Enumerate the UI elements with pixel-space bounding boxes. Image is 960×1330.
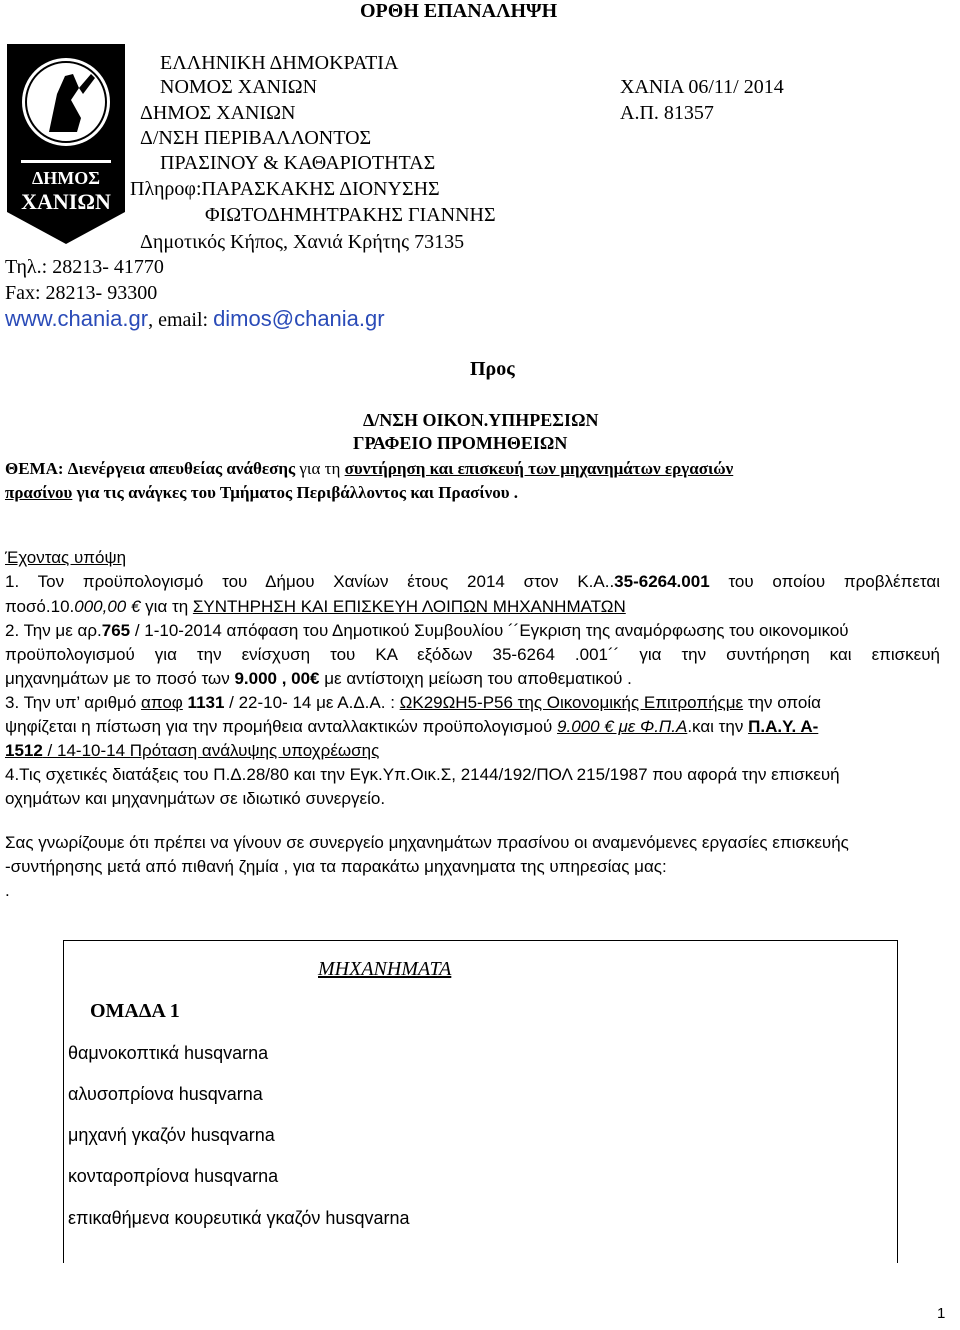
country-line: ΕΛΛΗΝΙΚΗ ΔΗΜΟΚΡΑΤΙΑ xyxy=(160,52,399,74)
subject-label: ΘΕΜΑ: xyxy=(5,459,64,478)
info-line-1: Πληροφ:ΠΑΡΑΣΚΑΚΗΣ ΔΙΟΝΥΣΗΣ xyxy=(130,178,440,200)
telephone-line: Τηλ.: 28213- 41770 xyxy=(5,256,164,278)
item-4-line-2: οχημάτων και μηχανημάτων σε ιδιωτικό συνεργείο. xyxy=(5,789,386,808)
group-label: ΟΜΑΔΑ 1 xyxy=(90,1000,180,1022)
item-2-number: 765 xyxy=(101,621,131,640)
item-3-ada: ΩΚ29ΩΗ5-Ρ56 της Οικονομικής Επιτροπήςμε xyxy=(399,693,744,712)
item-3-number: 1131 xyxy=(187,693,225,712)
item-3-text: την οποία xyxy=(743,693,821,712)
item-1-amount-prefix: ποσό.10. xyxy=(5,597,75,616)
website-link[interactable]: www.chania.gr xyxy=(5,306,149,331)
info-line-2: ΦΙΩΤΟΔΗΜΗΤΡΑΚΗΣ ΓΙΑΝΝΗΣ xyxy=(205,204,496,226)
email-link[interactable]: dimos@chania.gr xyxy=(213,306,385,331)
item-2-text-3: με αντίστοιχη μείωση του αποθεματικού . xyxy=(319,669,632,688)
item-4-line-1: 4.Τις σχετικές διατάξεις του Π.Δ.28/80 και την Εγκ.Υπ.Οικ.Σ, 2144/192/ΠΟΛ 215/1987 που αφορά την επισκευή xyxy=(5,765,840,784)
to-label: Προς xyxy=(470,358,515,380)
subject-bold-2: για τις ανάγκες του Τμήματος Περιβάλλοντος και Πρασίνου . xyxy=(76,483,519,502)
item-3-line-2 xyxy=(5,717,818,737)
municipality-logo xyxy=(7,44,125,244)
subject-line-2 xyxy=(5,483,518,503)
svg-text:ΔΗΜΟΣ: ΔΗΜΟΣ xyxy=(31,168,101,188)
recipient-line-2: ΓΡΑΦΕΙΟ ΠΡΟΜΗΘΕΙΩΝ xyxy=(353,433,568,453)
machine-item: επικαθήμενα κουρευτικά γκαζόν husqvarna xyxy=(68,1208,410,1228)
item-3-pay: Π.Α.Υ. Α- xyxy=(748,717,819,736)
page-number: 1 xyxy=(937,1305,946,1322)
item-2-line-2: προϋπολογισμού για την ενίσχυση του ΚΑ εξόδων 35-6264 .001´´ για την συντήρηση και επισκευή xyxy=(5,645,940,664)
item-3-pay-number: 1512 xyxy=(5,741,43,760)
item-3-date: / 22-10- 14 με Α.Δ.Α. : xyxy=(224,693,400,712)
item-2-amount: 9.000 , 00€ xyxy=(234,669,320,688)
item-3-prefix: 3. Την υπ’ αριθμό xyxy=(5,693,142,712)
notice-line-3: . xyxy=(5,881,10,900)
item-2-prefix: 2. Την με αρ. xyxy=(5,621,102,640)
item-2-line-3 xyxy=(5,669,632,689)
item-2-line-1 xyxy=(5,621,849,641)
machine-item: αλυσοπρίονα husqvarna xyxy=(68,1084,263,1104)
machine-item: θαμνοκοπτικά husqvarna xyxy=(68,1043,269,1063)
item-3-line-3 xyxy=(5,741,379,761)
item-3-and: .και την xyxy=(687,717,749,736)
subject-line-1 xyxy=(5,459,733,479)
recipient-line-1: Δ/ΝΣΗ ΟΙΚΟΝ.ΥΠΗΡΕΣΙΩΝ xyxy=(363,410,599,430)
item-1-line-2 xyxy=(5,597,626,617)
item-3-decision: αποφ xyxy=(141,693,183,712)
item-3-commitment: / 14-10-14 Πρόταση ανάλυψης υποχρέωσης xyxy=(42,741,380,760)
directorate-line: Δ/ΝΣΗ ΠΕΡΙΒΑΛΛΟΝΤΟΣ xyxy=(140,127,372,149)
contact-line xyxy=(5,306,385,332)
item-1-line-1 xyxy=(5,572,940,592)
subject-plain: για τη xyxy=(299,459,341,478)
municipality-line: ΔΗΜΟΣ ΧΑΝΙΩΝ xyxy=(140,102,296,124)
document-date: ΧΑΝΙΑ 06/11/ 2014 xyxy=(620,76,784,98)
subject-underlined-2: πρασίνου xyxy=(5,483,73,502)
item-2-text: / 1-10-2014 απόφαση του Δημοτικού Συμβουλίου ´´Εγκριση της αναμόρφωσης του οικονομικού xyxy=(130,621,849,640)
reissue-title: ΟΡΘΗ ΕΠΑΝΑΛΗΨΗ xyxy=(360,0,558,22)
machines-title: ΜΗΧΑΝΗΜΑΤΑ xyxy=(318,958,452,980)
machine-item: κονταροπρίονα husqvarna xyxy=(68,1166,279,1186)
notice-line-2: -συντήρησης μετά από πιθανή ζημία , για τα παρακάτω μηχανηματα της υπηρεσίας μας: xyxy=(5,857,667,876)
email-label: , email: xyxy=(148,309,214,331)
item-3-credit: ψηφίζεται η πίστωση για την προμήθεια ανταλλακτικών προϋπολογισμού xyxy=(5,717,558,736)
svg-text:ΧΑΝΙΩΝ: ΧΑΝΙΩΝ xyxy=(21,189,111,214)
item-1-text: 1. Τον προϋπολογισμό του Δήμου Χανίων έτους 2014 στον Κ.Α.. xyxy=(5,572,615,591)
prefecture-line: ΝΟΜΟΣ ΧΑΝΙΩΝ xyxy=(160,76,318,98)
item-2-amount-label: μηχανημάτων με το ποσό των xyxy=(5,669,235,688)
item-1-for: για τη xyxy=(140,597,193,616)
subject-underlined-1: συντήρηση και επισκευή των μηχανημάτων εργασιών xyxy=(344,459,734,478)
item-3-line-1 xyxy=(5,693,821,713)
item-1-text-2: του οποίου προβλέπεται xyxy=(728,572,940,591)
notice-line-1: Σας γνωρίζουμε ότι πρέπει να γίνουν σε συνεργείο μηχανημάτων πρασίνου οι αναμενόμενες εργασίες επισκευής xyxy=(5,833,849,852)
machine-item: μηχανή γκαζόν husqvarna xyxy=(68,1125,275,1145)
having-in-mind: Έχοντας υπόψη xyxy=(5,548,127,567)
item-3-amount: 9.000 € με Φ.Π.Α xyxy=(557,717,688,736)
item-1-amount: 000,00 € xyxy=(74,597,141,616)
protocol-number: Α.Π. 81357 xyxy=(620,102,714,124)
subject-bold-1: Διενέργεια απευθείας ανάθεσης xyxy=(67,459,296,478)
address-line: Δημοτικός Κήπος, Χανιά Κρήτης 73135 xyxy=(140,231,465,253)
item-1-purpose: ΣΥΝΤΗΡΗΣΗ ΚΑΙ ΕΠΙΣΚΕΥΗ ΛΟΙΠΩΝ ΜΗΧΑΝΗΜΑΤΩΝ xyxy=(192,597,626,616)
department-line: ΠΡΑΣΙΝΟΥ & ΚΑΘΑΡΙΟΤΗΤΑΣ xyxy=(160,152,436,174)
fax-line: Fax: 28213- 93300 xyxy=(5,282,158,304)
item-1-code: 35-6264.001 xyxy=(614,572,710,591)
